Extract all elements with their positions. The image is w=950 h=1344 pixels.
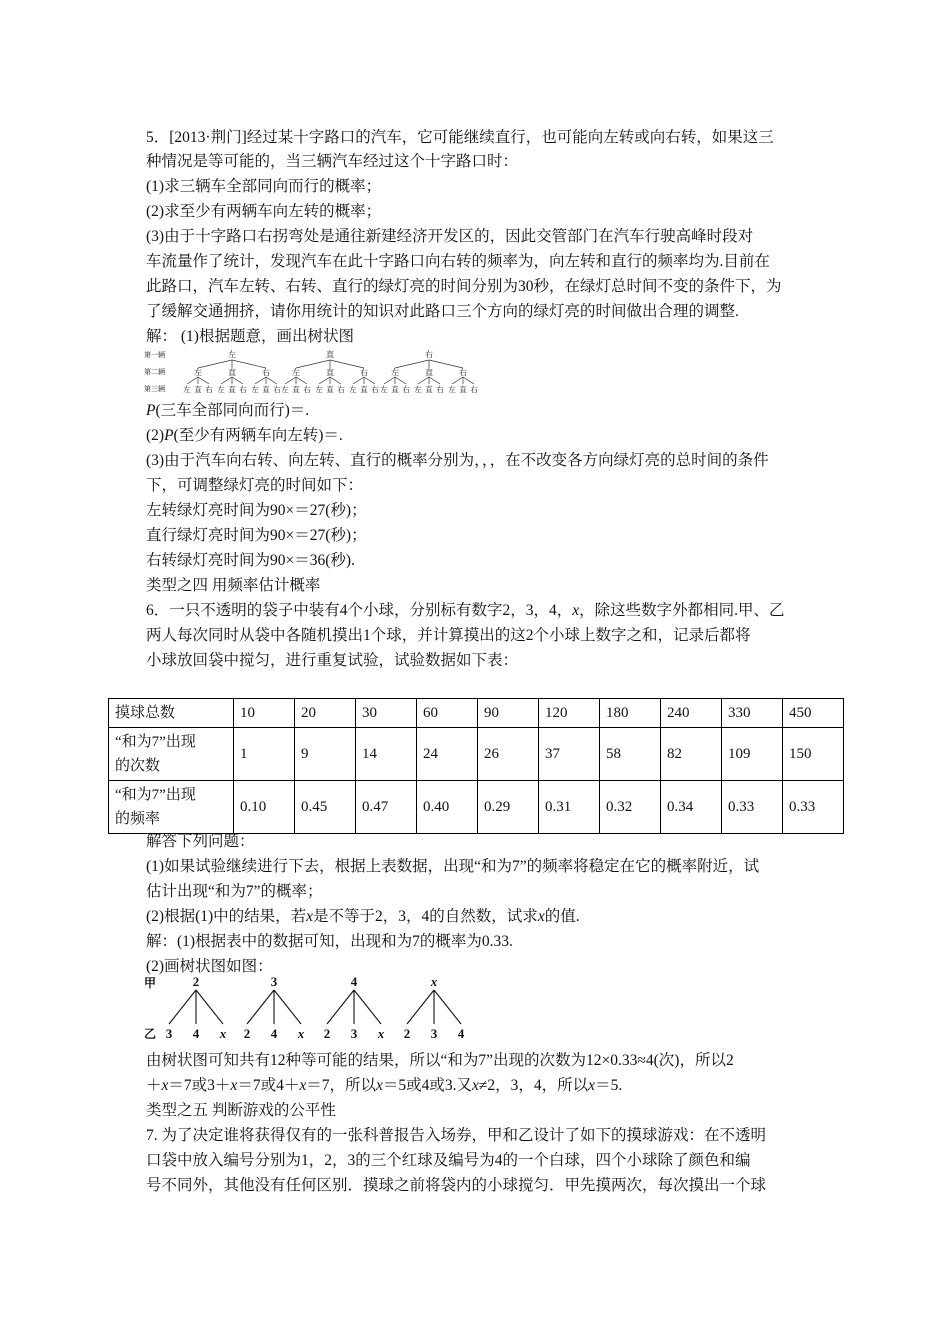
q7-line-1: 7. 为了决定谁将获得仅有的一张科普报告入场券，甲和乙设计了如下的摸球游戏：在不透明 <box>146 1127 767 1144</box>
tree-node-level-3: 右 <box>371 385 379 394</box>
tree-label-jia: 甲 <box>144 976 157 990</box>
tree-node-level-3: 左 <box>349 385 357 394</box>
tree-node-level-3: 直 <box>262 385 270 394</box>
tree-branch <box>232 377 243 384</box>
table-cell: 37 <box>539 728 600 781</box>
q5-part-1: (1)求三辆车全部同向而行的概率； <box>146 178 382 195</box>
table-cell: 0.45 <box>295 781 356 834</box>
table-cell: 330 <box>722 699 783 728</box>
tree-branch <box>296 360 330 368</box>
tree-branch <box>330 377 341 384</box>
table-row <box>109 699 844 728</box>
tree-node-bottom: 4 <box>192 1026 200 1041</box>
q7-line-2: 口袋中放入编号分别为1，2，3的三个红球及编号为4的一个白球，四个小球除了颜色和编 <box>146 1152 751 1169</box>
q7-line-3: 号不同外，其他没有任何区别．摸球之前将袋内的小球搅匀．甲先摸两次，每次摸出一个球 <box>146 1177 767 1194</box>
row-label-3: 第三辆 <box>144 385 165 393</box>
sol5-straight: 直行绿灯亮时间为90×＝27(秒)； <box>146 527 367 544</box>
table-cell: 9 <box>295 728 356 781</box>
table-cell: 26 <box>478 728 539 781</box>
tree-branch <box>429 377 440 384</box>
q5-solution-intro: 解： (1)根据题意，画出树状图 <box>146 328 354 345</box>
tree-node-level-3: 右 <box>436 385 444 394</box>
tree-node-bottom: x <box>377 1026 385 1041</box>
sol5-right-turn: 右转绿灯亮时间为90×＝36(秒). <box>146 552 355 569</box>
tree-branch <box>187 377 198 384</box>
tree-branch <box>364 377 375 384</box>
tree-node-level-3: 直 <box>228 385 236 394</box>
table-cell: 60 <box>417 699 478 728</box>
tree-branch <box>255 377 266 384</box>
sol5-part-3-line-1: (3)由于汽车向右转、向左转、直行的概率分别为，，，在不改变各方向绿灯亮的总时间的条件 <box>146 452 769 469</box>
tree-node-level-2: 直 <box>228 368 236 377</box>
tree-node-top: 4 <box>350 974 358 989</box>
q6-part-1-line-1: (1)如果试验继续进行下去，根据上表数据，出现“和为7”的频率将稳定在它的概率附近，试 <box>146 858 760 875</box>
section-type-5: 类型之五 判断游戏的公平性 <box>146 1102 336 1119</box>
q5-part-3-line-1: (3)由于十字路口右拐弯处是通往新建经济开发区的，因此交管部门在汽车行驶高峰时段对 <box>146 228 754 245</box>
table-cell: 0.47 <box>356 781 417 834</box>
tree-branch <box>274 990 301 1024</box>
tree-branch <box>232 360 266 368</box>
q6-part-1-line-2: 估计出现“和为7”的概率； <box>146 883 323 900</box>
sol5-part-1: P(三车全部同向而行)＝. <box>146 402 310 419</box>
table-cell: 10 <box>234 699 295 728</box>
q6-line-3: 小球放回袋中搅匀，进行重复试验，试验数据如下表： <box>146 652 519 669</box>
tree-branch <box>169 990 196 1024</box>
tree-branch <box>463 377 474 384</box>
tree-branch <box>198 377 209 384</box>
tree-node-level-3: 左 <box>251 385 259 394</box>
sol6-part-2-line-2: ＋x＝7或3＋x＝7或4＋x＝7，所以x＝5或4或3.又x≠2，3，4，所以x＝5. <box>146 1077 623 1094</box>
tree-node-bottom: 3 <box>165 1026 173 1041</box>
tree-node-level-2: 右 <box>360 368 368 377</box>
q5-part-3-line-4: 了缓解交通拥挤，请你用统计的知识对此路口三个方向的绿灯亮的时间做出合理的调整. <box>146 303 739 320</box>
tree-node-level-1: 直 <box>326 350 334 359</box>
tree-node-level-3: 右 <box>273 385 281 394</box>
tree-node-bottom: 2 <box>243 1026 251 1041</box>
table-cell: 450 <box>783 699 844 728</box>
table-row <box>109 728 844 781</box>
tree-branch <box>429 360 463 368</box>
q6-line-1: 6．一只不透明的袋子中装有4个小球，分别标有数字2，3，4，x，除这些数字外都相同.甲、乙 <box>146 602 785 619</box>
tree-node-level-3: 左 <box>281 385 289 394</box>
table-cell: 0.32 <box>600 781 661 834</box>
tree-node-level-1: 左 <box>228 350 236 359</box>
table-cell: 150 <box>783 728 844 781</box>
tree-node-level-2: 左 <box>292 368 300 377</box>
table-cell: 180 <box>600 699 661 728</box>
tree-node-level-3: 直 <box>459 385 467 394</box>
sol6-part-2-line-1: 由树状图可知共有12种等可能的结果，所以“和为7”出现的次数为12×0.33≈4(次)，所以2 <box>146 1052 734 1069</box>
tree-diagram-three-cars <box>144 348 484 398</box>
row-label-1: 第一辆 <box>144 351 165 359</box>
q5-part-2: (2)求至少有两辆车向左转的概率； <box>146 203 382 220</box>
tree-node-level-3: 直 <box>360 385 368 394</box>
tree-branch <box>327 990 354 1024</box>
table-cell: 0.29 <box>478 781 539 834</box>
tree-node-level-1: 右 <box>425 350 433 359</box>
table-cell: 109 <box>722 728 783 781</box>
table-cell: 0.34 <box>661 781 722 834</box>
tree-branch <box>395 360 429 368</box>
tree-node-level-3: 直 <box>425 385 433 394</box>
tree-node-level-3: 左 <box>414 385 422 394</box>
tree-label-yi: 乙 <box>144 1027 157 1041</box>
sol6-part-2-intro: (2)画树状图如图： <box>146 958 273 975</box>
table-header-cell: 摸球总数 <box>109 699 234 728</box>
table-cell: 240 <box>661 699 722 728</box>
table-cell: 14 <box>356 728 417 781</box>
tree-node-level-2: 右 <box>459 368 467 377</box>
sol6-part-1: 解：(1)根据表中的数据可知，出现和为7的概率为0.33. <box>146 933 513 950</box>
tree-branch <box>319 377 330 384</box>
tree-branch <box>354 990 381 1024</box>
tree-branch <box>266 377 277 384</box>
tree-node-bottom: 3 <box>350 1026 358 1041</box>
table-header-cell: “和为7”出现 的次数 <box>109 728 234 781</box>
table-cell: 0.40 <box>417 781 478 834</box>
tree-branch <box>407 990 434 1024</box>
table-header-cell: “和为7”出现 的频率 <box>109 781 234 834</box>
tree-node-level-3: 右 <box>402 385 410 394</box>
q5-line-1: 5．[2013·荆门]经过某十字路口的汽车，它可能继续直行，也可能向左转或向右转，如果这三 <box>146 129 774 146</box>
table-cell: 20 <box>295 699 356 728</box>
tree-node-level-2: 左 <box>194 368 202 377</box>
tree-node-bottom: x <box>219 1026 227 1041</box>
table-cell: 0.10 <box>234 781 295 834</box>
tree-node-level-2: 直 <box>326 368 334 377</box>
tree-node-level-3: 左 <box>183 385 191 394</box>
tree-branch <box>395 377 406 384</box>
tree-node-level-3: 直 <box>194 385 202 394</box>
q6-part-2: (2)根据(1)中的结果，若x是不等于2，3，4的自然数，试求x的值. <box>146 908 580 925</box>
tree-node-level-3: 右 <box>470 385 478 394</box>
tree-node-level-3: 左 <box>448 385 456 394</box>
tree-branch <box>285 377 296 384</box>
table-cell: 0.33 <box>783 781 844 834</box>
tree-node-bottom: 2 <box>323 1026 331 1041</box>
tree-node-level-3: 左 <box>217 385 225 394</box>
sol5-part-3-line-2: 下，可调整绿灯亮的时间如下： <box>146 477 364 494</box>
sol5-left-turn: 左转绿灯亮时间为90×＝27(秒)； <box>146 502 367 519</box>
tree-branch <box>418 377 429 384</box>
q5-line-2: 种情况是等可能的，当三辆汽车经过这个十字路口时： <box>146 153 519 170</box>
tree-branch <box>296 377 307 384</box>
table-cell: 90 <box>478 699 539 728</box>
table-cell: 0.33 <box>722 781 783 834</box>
tree-branch <box>452 377 463 384</box>
tree-node-top: 3 <box>270 974 278 989</box>
tree-node-level-3: 右 <box>337 385 345 394</box>
table-row <box>109 781 844 834</box>
tree-branch <box>196 990 223 1024</box>
tree-node-top: 2 <box>192 974 200 989</box>
tree-node-level-3: 左 <box>315 385 323 394</box>
tree-node-level-3: 直 <box>292 385 300 394</box>
tree-node-level-3: 右 <box>205 385 213 394</box>
tree-branch <box>221 377 232 384</box>
table-cell: 1 <box>234 728 295 781</box>
row-label-2: 第二辆 <box>144 368 165 376</box>
q5-part-3-line-2: 车流量作了统计，发现汽车在此十字路口向右转的频率为，向左转和直行的频率均为.目前在 <box>146 253 770 270</box>
tree-branch <box>198 360 232 368</box>
table-cell: 30 <box>356 699 417 728</box>
tree-node-bottom: 4 <box>270 1026 278 1041</box>
tree-node-level-3: 左 <box>380 385 388 394</box>
tree-node-bottom: 3 <box>430 1026 438 1041</box>
section-type-4: 类型之四 用频率估计概率 <box>146 577 321 594</box>
table-cell: 0.31 <box>539 781 600 834</box>
q6-prompt: 解答下列问题： <box>146 833 255 850</box>
tree-node-bottom: 4 <box>457 1026 465 1041</box>
tree-branch <box>353 377 364 384</box>
tree-node-bottom: x <box>297 1026 305 1041</box>
tree-branch <box>434 990 461 1024</box>
tree-branch <box>330 360 364 368</box>
tree-node-level-3: 直 <box>391 385 399 394</box>
tree-node-level-3: 右 <box>303 385 311 394</box>
tree-node-level-3: 直 <box>326 385 334 394</box>
tree-node-top: x <box>430 974 438 989</box>
sol5-part-2: (2)P(至少有两辆车向左转)＝. <box>146 427 343 444</box>
tree-node-level-2: 左 <box>391 368 399 377</box>
table-cell: 120 <box>539 699 600 728</box>
experiment-table <box>108 698 844 834</box>
q6-line-2: 两人每次同时从袋中各随机摸出1个球，并计算摸出的这2个小球上数字之和，记录后都将 <box>146 627 751 644</box>
tree-node-level-2: 直 <box>425 368 433 377</box>
table-cell: 58 <box>600 728 661 781</box>
q5-part-3-line-3: 此路口，汽车左转、右转、直行的绿灯亮的时间分别为30秒，在绿灯总时间不变的条件下，为 <box>146 278 782 295</box>
table-cell: 24 <box>417 728 478 781</box>
tree-node-bottom: 2 <box>403 1026 411 1041</box>
tree-diagram-ball-sums <box>144 974 484 1046</box>
table-cell: 82 <box>661 728 722 781</box>
tree-node-level-2: 右 <box>262 368 270 377</box>
tree-node-level-3: 右 <box>239 385 247 394</box>
tree-branch <box>384 377 395 384</box>
tree-branch <box>247 990 274 1024</box>
